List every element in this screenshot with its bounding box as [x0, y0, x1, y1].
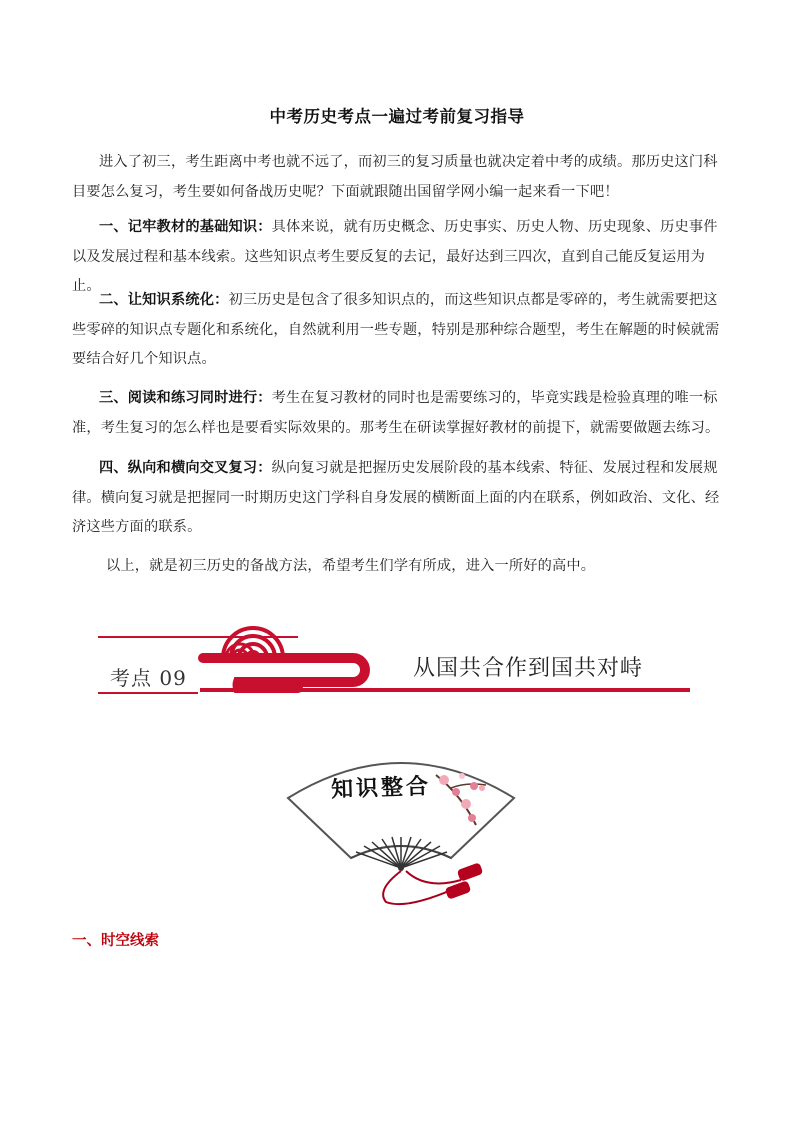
point-label-2: 二、让知识系统化：	[99, 292, 229, 308]
point-text-3: 考生在复习教材的同时也是需要练习的，毕竟实践是检验真理的唯一标准，考生复习的怎么样也是要看实际效果的。那考生在研读掌握好教材的前提下，就需要做题去练习。	[72, 390, 720, 436]
point-paragraph-2	[72, 286, 724, 375]
point-label-4: 四、纵向和横向交叉复习：	[99, 460, 272, 476]
point-text-4: 纵向复习就是把握历史发展阶段的基本线索、特征、发展过程和发展规律。横向复习就是把握同一时期历史这门学科自身发展的横断面上面的内在联系，例如政治、文化、经济这些方面的联系。	[72, 460, 720, 535]
point-paragraph-4	[72, 454, 724, 543]
topic-title: 从国共合作到国共对峙	[413, 656, 644, 681]
document-title: 中考历史考点一遍过考前复习指导	[269, 107, 525, 126]
section-heading-timeline: 一、时空线索	[72, 933, 159, 949]
red-swirl-band	[203, 658, 365, 688]
knowledge-integration-label: 知识整合	[330, 773, 432, 803]
fan-illustration-icon	[286, 740, 516, 910]
point-label-3: 三、阅读和练习同时进行：	[99, 390, 272, 406]
point-text-1: 具体来说，就有历史概念、历史事实、历史人物、历史现象、历史事件以及发展过程和基本线索。这些知识点考生要反复的去记，最好达到三四次，直到自己能反复运用为止。	[72, 219, 718, 294]
point-paragraph-3	[72, 384, 724, 443]
tassel-icon	[445, 862, 484, 899]
intro-paragraph: 进入了初三，考生距离中考也就不远了，而初三的复习质量也就决定着中考的成绩。那历史这门科目要怎么复习，考生要如何备战历史呢？下面就跟随出国留学网小编一起来看一下吧！	[72, 154, 718, 200]
topic-number-label: 考点 09	[110, 666, 187, 690]
point-text-2: 初三历史是包含了很多知识点的，而这些知识点都是零碎的，考生就需要把这些零碎的知识点专题化和系统化，自然就利用一些专题，特别是那种综合题型，考生在解题的时候就需要结合好几个知识点。	[72, 292, 720, 367]
point-label-1: 一、记牢教材的基础知识：	[99, 219, 272, 235]
conclusion-paragraph: 以上，就是初三历史的备战方法，希望考生们学有所成，进入一所好的高中。	[106, 558, 596, 574]
